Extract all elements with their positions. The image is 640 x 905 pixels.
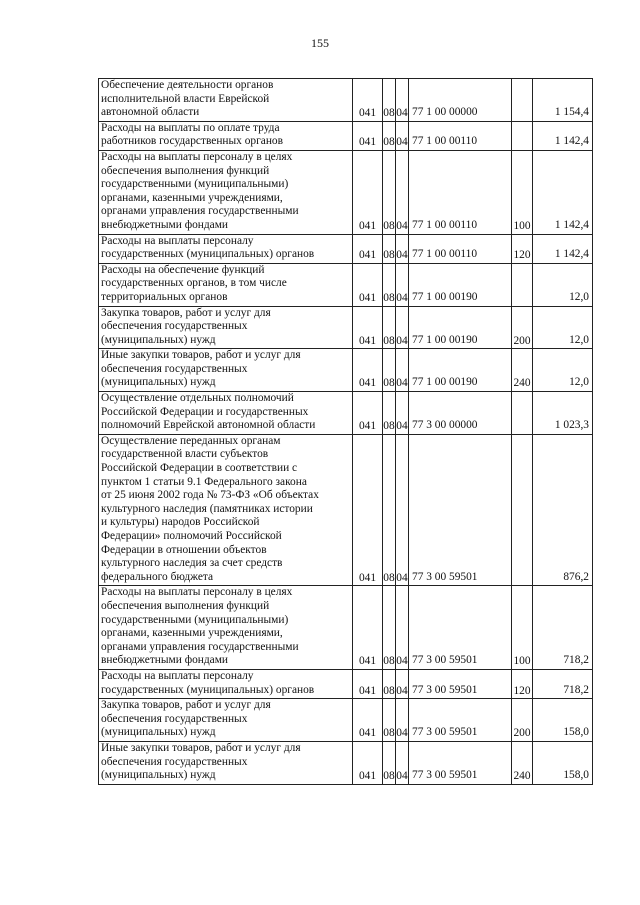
target-article-cell: 77 3 00 59501	[409, 741, 512, 784]
row-name-line: государственных (муниципальных) органов	[101, 248, 315, 261]
row-name-cell	[99, 150, 353, 234]
row-name-line: обеспечения государственных	[101, 712, 248, 725]
row-name-line: Расходы на выплаты персоналу	[101, 669, 254, 682]
amount-cell: 718,2	[533, 586, 593, 670]
admin-code-cell: 041	[353, 349, 383, 392]
table-row	[99, 263, 593, 306]
row-name-cell	[99, 263, 353, 306]
row-name-line: Расходы на выплаты персоналу в целях	[101, 150, 293, 163]
row-name-line: органами, казенными учреждениями,	[101, 191, 283, 204]
row-name-line: Федерации» полномочий Российской	[101, 530, 282, 542]
section-cell: 08	[383, 741, 396, 784]
row-name-line: территориальных органов	[101, 290, 228, 303]
target-article-cell: 77 1 00 00190	[409, 306, 512, 349]
amount-cell: 158,0	[533, 699, 593, 742]
section-cell: 08	[383, 263, 396, 306]
admin-code-cell: 041	[353, 306, 383, 349]
row-name-line: от 25 июня 2002 года № 73-ФЗ «Об объектах	[101, 489, 319, 502]
row-name-cell	[99, 234, 353, 263]
amount-cell: 1 142,4	[533, 121, 593, 150]
section-cell: 08	[383, 234, 396, 263]
row-name-line: обеспечения государственных	[101, 320, 248, 333]
row-name-line: органами управления государственными	[101, 640, 299, 653]
expense-type-cell	[512, 121, 533, 150]
expense-type-cell	[512, 392, 533, 435]
target-article-cell: 77 3 00 59501	[409, 586, 512, 670]
subsection-cell: 04	[396, 669, 409, 698]
subsection-cell: 04	[396, 434, 409, 586]
row-name-line: государственными (муниципальными)	[101, 613, 289, 626]
expense-type-cell	[512, 263, 533, 306]
amount-cell: 718,2	[533, 669, 593, 698]
section-cell: 08	[383, 349, 396, 392]
amount-cell: 1 142,4	[533, 150, 593, 234]
amount-cell: 158,0	[533, 741, 593, 784]
subsection-cell: 04	[396, 234, 409, 263]
expense-type-cell: 120	[512, 669, 533, 698]
expense-type-cell: 100	[512, 150, 533, 234]
table-row	[99, 121, 593, 150]
target-article-cell: 77 3 00 59501	[409, 699, 512, 742]
section-cell: 08	[383, 669, 396, 698]
expense-type-cell: 120	[512, 234, 533, 263]
subsection-cell: 04	[396, 306, 409, 349]
expense-type-cell: 240	[512, 741, 533, 784]
subsection-cell: 04	[396, 263, 409, 306]
table-row	[99, 392, 593, 435]
row-name-line: Закупка товаров, работ и услуг для	[101, 699, 271, 712]
table-row	[99, 741, 593, 784]
section-cell: 08	[383, 392, 396, 435]
target-article-cell: 77 3 00 59501	[409, 434, 512, 586]
target-article-cell: 77 1 00 00190	[409, 263, 512, 306]
row-name-line: (муниципальных) нужд	[101, 726, 216, 739]
table-row	[99, 669, 593, 698]
expense-type-cell	[512, 79, 533, 122]
row-name-line: внебюджетными фондами	[101, 654, 229, 667]
section-cell: 08	[383, 306, 396, 349]
expense-type-cell: 200	[512, 306, 533, 349]
table-row	[99, 699, 593, 742]
row-name-line: Иные закупки товаров, работ и услуг для	[101, 741, 301, 754]
section-cell: 08	[383, 434, 396, 586]
row-name-line: обеспечения государственных	[101, 362, 248, 375]
admin-code-cell: 041	[353, 121, 383, 150]
row-name-line: обеспечения выполнения функций	[101, 164, 270, 177]
row-name-line: Расходы на обеспечение функций	[101, 263, 265, 276]
subsection-cell: 04	[396, 79, 409, 122]
subsection-cell: 04	[396, 586, 409, 670]
target-article-cell: 77 3 00 00000	[409, 392, 512, 435]
table-row	[99, 306, 593, 349]
expense-type-cell	[512, 434, 533, 586]
row-name-line: Расходы на выплаты персоналу в целях	[101, 586, 293, 599]
row-name-line: Расходы на выплаты по оплате труда	[101, 121, 280, 134]
budget-table	[98, 78, 593, 785]
target-article-cell: 77 1 00 00110	[409, 234, 512, 263]
row-name-line: Российской Федерации в соответствии с	[101, 462, 298, 475]
row-name-line: федерального бюджета	[101, 570, 214, 583]
row-name-line: Иные закупки товаров, работ и услуг для	[101, 349, 301, 362]
table-row	[99, 349, 593, 392]
section-cell: 08	[383, 699, 396, 742]
row-name-line: государственных органов, в том числе	[101, 277, 287, 290]
admin-code-cell: 041	[353, 434, 383, 586]
row-name-cell	[99, 79, 353, 122]
target-article-cell: 77 1 00 00110	[409, 121, 512, 150]
row-name-line: органами управления государственными	[101, 205, 299, 218]
row-name-cell	[99, 434, 353, 586]
page-number: 155	[311, 36, 329, 50]
expense-type-cell: 100	[512, 586, 533, 670]
admin-code-cell: 041	[353, 79, 383, 122]
row-name-cell	[99, 741, 353, 784]
admin-code-cell: 041	[353, 234, 383, 263]
admin-code-cell: 041	[353, 669, 383, 698]
row-name-line: Обеспечение деятельности органов	[101, 79, 274, 91]
table-row	[99, 234, 593, 263]
row-name-cell	[99, 349, 353, 392]
section-cell: 08	[383, 150, 396, 234]
section-cell: 08	[383, 586, 396, 670]
row-name-cell	[99, 669, 353, 698]
subsection-cell: 04	[396, 349, 409, 392]
admin-code-cell: 041	[353, 392, 383, 435]
admin-code-cell: 041	[353, 586, 383, 670]
row-name-line: автономной области	[101, 106, 200, 119]
admin-code-cell: 041	[353, 741, 383, 784]
subsection-cell: 04	[396, 741, 409, 784]
section-cell: 08	[383, 121, 396, 150]
table-row	[99, 586, 593, 670]
row-name-cell	[99, 586, 353, 670]
row-name-line: Российской Федерации и государственных	[101, 405, 309, 418]
row-name-line: Осуществление отдельных полномочий	[101, 392, 294, 405]
subsection-cell: 04	[396, 121, 409, 150]
table-row	[99, 434, 593, 586]
subsection-cell: 04	[396, 392, 409, 435]
amount-cell: 12,0	[533, 263, 593, 306]
row-name-cell	[99, 306, 353, 349]
amount-cell: 12,0	[533, 349, 593, 392]
table-row	[99, 79, 593, 122]
admin-code-cell: 041	[353, 263, 383, 306]
row-name-line: внебюджетными фондами	[101, 218, 229, 231]
row-name-line: Закупка товаров, работ и услуг для	[101, 306, 271, 319]
expense-type-cell: 200	[512, 699, 533, 742]
amount-cell: 12,0	[533, 306, 593, 349]
row-name-line: Федерации в отношении объектов	[101, 543, 267, 556]
row-name-cell	[99, 392, 353, 435]
row-name-line: Осуществление переданных органам	[101, 434, 281, 447]
target-article-cell: 77 1 00 00110	[409, 150, 512, 234]
admin-code-cell: 041	[353, 150, 383, 234]
row-name-line: работников государственных органов	[101, 135, 284, 148]
row-name-line: (муниципальных) нужд	[101, 769, 216, 782]
row-name-line: Расходы на выплаты персоналу	[101, 234, 254, 247]
row-name-line: полномочий Еврейской автономной области	[101, 419, 316, 432]
row-name-line: культурного наследия (памятниках истории	[101, 502, 313, 515]
amount-cell: 1 142,4	[533, 234, 593, 263]
row-name-line: обеспечения государственных	[101, 755, 248, 768]
row-name-line: обеспечения выполнения функций	[101, 599, 270, 612]
target-article-cell: 77 1 00 00190	[409, 349, 512, 392]
row-name-line: и культуры) народов Российской	[101, 516, 260, 529]
row-name-line: исполнительной власти Еврейской	[101, 92, 270, 105]
row-name-line: органами, казенными учреждениями,	[101, 627, 283, 640]
target-article-cell: 77 3 00 59501	[409, 669, 512, 698]
row-name-line: (муниципальных) нужд	[101, 376, 216, 389]
target-article-cell: 77 1 00 00000	[409, 79, 512, 122]
row-name-cell	[99, 699, 353, 742]
table-row	[99, 150, 593, 234]
amount-cell: 876,2	[533, 434, 593, 586]
admin-code-cell: 041	[353, 699, 383, 742]
amount-cell: 1 023,3	[533, 392, 593, 435]
subsection-cell: 04	[396, 699, 409, 742]
expense-type-cell: 240	[512, 349, 533, 392]
section-cell: 08	[383, 79, 396, 122]
row-name-line: пунктом 1 статьи 9.1 Федерального закона	[101, 475, 307, 488]
row-name-line: государственными (муниципальными)	[101, 178, 289, 191]
row-name-line: (муниципальных) нужд	[101, 333, 216, 346]
row-name-line: государственных (муниципальных) органов	[101, 683, 315, 696]
amount-cell: 1 154,4	[533, 79, 593, 122]
row-name-line: государственной власти субъектов	[101, 448, 269, 461]
row-name-cell	[99, 121, 353, 150]
row-name-line: культурного наследия за счет средств	[101, 557, 283, 570]
subsection-cell: 04	[396, 150, 409, 234]
